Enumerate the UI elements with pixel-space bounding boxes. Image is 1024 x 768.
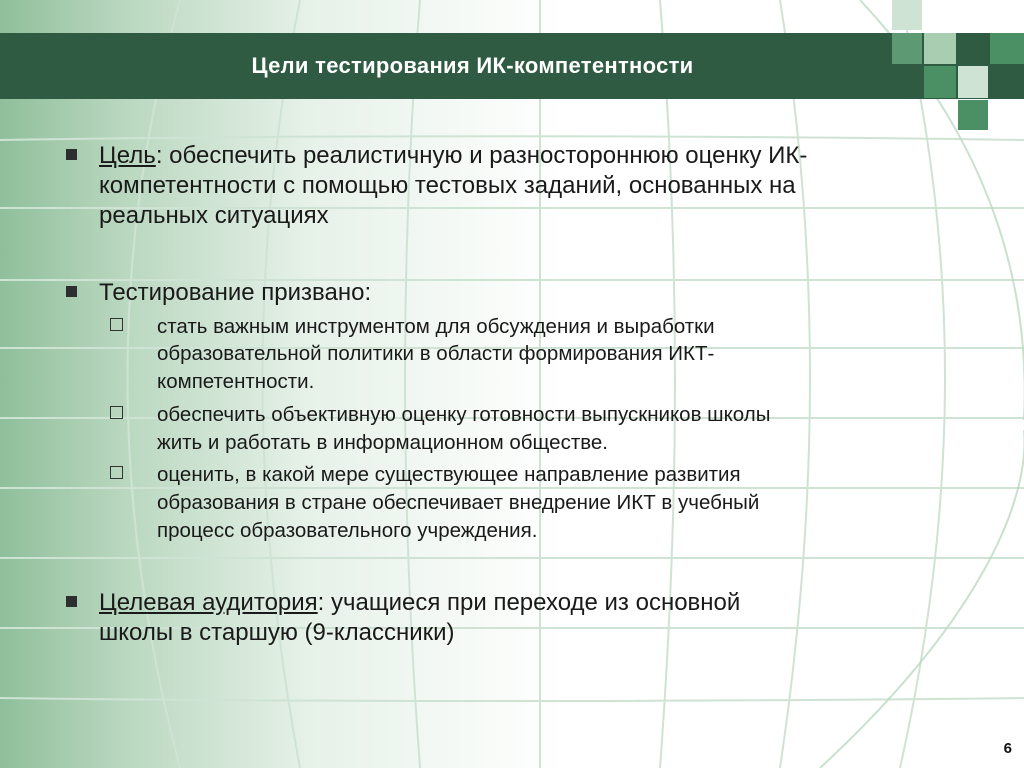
testing-item-2-line-2: жить и работать в информационном обществе. [157,431,608,454]
bullet-square [66,149,77,160]
testing-heading: Тестирование призвано: [99,279,372,306]
bullet-square [66,286,77,297]
testing-item-2-line-1: обеспечить объективную оценку готовности выпускников школы [157,403,771,426]
goal-line-2: компетентности с помощью тестовых заданий, основанных на [99,172,796,199]
testing-item-3-line-2: образования в стране обеспечивает внедрение ИКТ в учебный [157,491,760,514]
audience-line-2: школы в старшую (9-классники) [99,619,455,646]
testing-item-1-line-1: стать важным инструментом для обсуждения и выработки [157,315,715,338]
testing-item-3-line-1: оценить, в какой мере существующее направление развития [157,463,741,486]
testing-item-1-line-3: компетентности. [157,370,315,393]
goal-line-1: Цель: обеспечить реалистичную и разностороннюю оценку ИК- [99,142,808,169]
sub-bullet-box [110,318,123,331]
sub-bullet-box [110,466,123,479]
sub-bullet-box [110,406,123,419]
testing-item-3-line-3: процесс образовательного учреждения. [157,519,538,542]
testing-item-1-line-2: образовательной политики в области формирования ИКТ- [157,342,715,365]
audience-term: Целевая аудитория [99,589,318,616]
page-number: 6 [1003,740,1012,757]
goal-term: Цель [99,142,156,169]
audience-line-1: Целевая аудитория: учащиеся при переходе из основной [99,589,741,616]
goal-line-3: реальных ситуациях [99,202,329,229]
slide-title: Цели тестирования ИК-компетентности [251,53,694,78]
bullet-square [66,596,77,607]
